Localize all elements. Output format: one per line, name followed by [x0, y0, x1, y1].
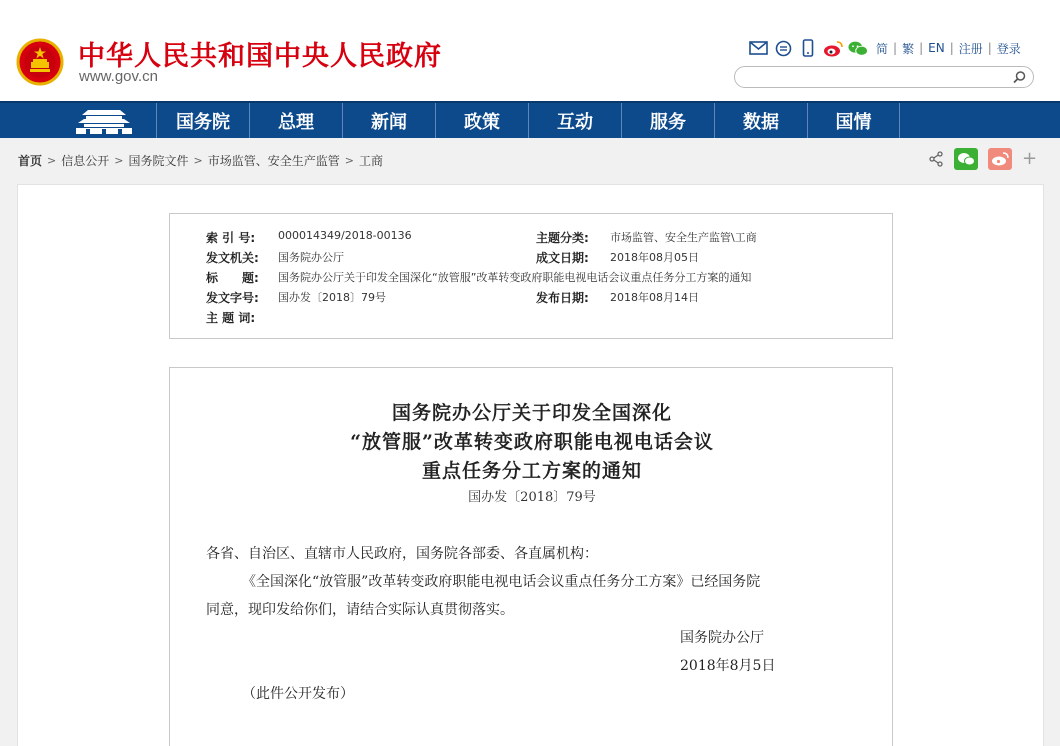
breadcrumb-state-council-documents[interactable]: 国务院文件 — [128, 154, 189, 168]
nav-item-services[interactable]: 服务 — [621, 103, 714, 138]
chevron-right-icon: > — [193, 154, 203, 167]
document-date: 2018年8月5日 — [680, 658, 776, 674]
weibo-icon — [991, 152, 1009, 166]
publish-date-value: 2018年08月14日 — [610, 291, 699, 304]
nav-item-state-council[interactable]: 国务院 — [156, 103, 249, 138]
meta-row — [170, 229, 894, 247]
chevron-right-icon: > — [114, 154, 124, 167]
link-separator: | — [987, 41, 992, 55]
share-icon[interactable] — [928, 151, 944, 167]
nav-item-premier[interactable]: 总理 — [249, 103, 342, 138]
breadcrumb-industry-commerce[interactable]: 工商 — [358, 154, 383, 168]
issuer-value: 国务院办公厅 — [278, 251, 344, 264]
meta-row — [170, 269, 894, 287]
document-note: （此件公开发布） — [242, 686, 354, 702]
nav-item-data[interactable]: 数据 — [714, 103, 807, 138]
index-number-value: 000014349/2018-00136 — [278, 229, 412, 242]
index-number-label: 索 引 号: — [206, 231, 256, 245]
document-metadata — [169, 213, 893, 339]
mobile-icon[interactable] — [798, 39, 818, 57]
written-date-label: 成文日期: — [536, 251, 589, 265]
search-box — [734, 66, 1034, 88]
share-wechat-button[interactable] — [954, 148, 978, 170]
register-link[interactable]: 注册 — [958, 41, 983, 56]
login-link[interactable]: 登录 — [996, 41, 1021, 56]
weibo-icon[interactable] — [823, 39, 843, 57]
chevron-right-icon: > — [47, 154, 57, 167]
document-number-label: 发文字号: — [206, 291, 259, 305]
breadcrumb-info-disclosure[interactable]: 信息公开 — [61, 154, 110, 168]
document-signature: 国务院办公厅 — [680, 630, 764, 646]
written-date-value: 2018年08月05日 — [610, 251, 699, 264]
document-number-value: 国办发〔2018〕79号 — [278, 291, 386, 304]
document-body — [169, 367, 893, 746]
message-icon[interactable] — [773, 39, 793, 57]
english-link[interactable]: EN — [928, 41, 945, 55]
document-paragraph: 同意，现印发给你们，请结合实际认真贯彻落实。 — [206, 602, 514, 618]
nav-item-interaction[interactable]: 互动 — [528, 103, 621, 138]
topic-value: 市场监管、安全生产监管\工商 — [610, 231, 757, 244]
document-number: 国办发〔2018〕79号 — [468, 490, 596, 505]
publish-date-label: 发布日期: — [536, 291, 589, 305]
meta-row — [170, 289, 894, 307]
link-separator: | — [893, 41, 898, 55]
wechat-icon — [957, 152, 975, 166]
simplified-chinese-link[interactable]: 简 — [876, 41, 889, 56]
tiananmen-icon[interactable] — [72, 106, 136, 136]
share-bar — [928, 148, 1037, 170]
national-emblem-icon[interactable] — [16, 38, 64, 86]
link-separator: | — [919, 41, 924, 55]
mail-icon[interactable] — [748, 39, 768, 57]
document-title-line: 重点任务分工方案的通知 — [421, 460, 642, 482]
nav-item-policy[interactable]: 政策 — [435, 103, 528, 138]
issuer-label: 发文机关: — [206, 251, 259, 265]
share-weibo-button[interactable] — [988, 148, 1012, 170]
search-icon[interactable] — [1012, 70, 1027, 85]
title-label: 标 题: — [206, 271, 259, 285]
document-paragraph: 《全国深化“放管服”改革转变政府职能电视电话会议重点任务分工方案》已经国务院 — [242, 574, 761, 590]
chevron-right-icon: > — [344, 154, 354, 167]
breadcrumb — [18, 152, 383, 169]
main-nav — [0, 101, 1060, 138]
title-value: 国务院办公厅关于印发全国深化“放管服”改革转变政府职能电视电话会议重点任务分工方案的通知 — [278, 271, 752, 284]
wechat-icon[interactable] — [848, 39, 868, 57]
nav-item-news[interactable]: 新闻 — [342, 103, 435, 138]
share-more-icon[interactable]: + — [1022, 148, 1038, 169]
traditional-chinese-link[interactable]: 繁 — [902, 41, 915, 56]
meta-row — [170, 249, 894, 267]
nav-items — [156, 103, 900, 138]
breadcrumb-market-supervision[interactable]: 市场监管、安全生产监管 — [207, 154, 340, 168]
topic-label: 主题分类: — [536, 231, 589, 245]
nav-item-national-profile[interactable]: 国情 — [807, 103, 900, 138]
document-salutation: 各省、自治区、直辖市人民政府，国务院各部委、各直属机构： — [206, 546, 598, 562]
header-tools — [748, 38, 1021, 58]
site-header — [0, 0, 1060, 101]
site-title[interactable]: 中华人民共和国中央人民政府 — [78, 41, 442, 72]
site-url[interactable]: www.gov.cn — [79, 68, 158, 85]
search-input[interactable] — [745, 69, 1005, 85]
document-title-line: “放管服”改革转变政府职能电视电话会议 — [350, 431, 714, 453]
breadcrumb-home[interactable]: 首页 — [18, 154, 43, 168]
document-title-line: 国务院办公厅关于印发全国深化 — [391, 402, 672, 424]
meta-row — [170, 309, 894, 327]
keywords-label: 主 题 词: — [206, 311, 256, 325]
link-separator: | — [949, 41, 954, 55]
